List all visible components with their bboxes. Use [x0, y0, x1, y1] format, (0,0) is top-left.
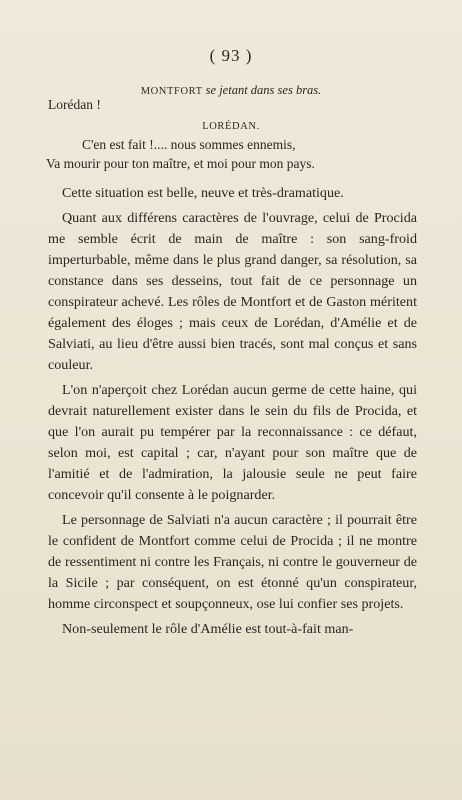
paragraph: Non-seulement le rôle d'Amélie est tout-à-fait man- [62, 621, 354, 637]
dialogue-line: Lorédan ! [48, 97, 101, 112]
body-text [48, 183, 417, 640]
stage-direction: se jetant dans ses bras. [205, 83, 322, 97]
paragraph: Cette situation est belle, neuve et très-dramatique. [62, 185, 344, 201]
paragraph: Quant aux différens caractères de l'ouvrage, celui de Procida me semble écrit de main de maître : son sang-froid imperturbable, même dans le plus grand danger, sa résolution, sa constance dans ses desseins, tout fait de ce personnage un conspirateur achevé. Les rôles de Montfort et de Gaston méritent également des éloges ; mais ceux de Lorédan, d'Amélie et de Salviati, au lieu d'être aussi bien tracés, sont mal conçus et sans couleur. [48, 210, 417, 373]
paragraph: L'on n'aperçoit chez Lorédan aucun germe de cette haine, qui devrait naturellement exister dans le sein du fils de Procida, et que l'on aurait pu tempérer par la reconnaissance : ce défaut, selon moi, est capital ; car, n'ayant pour son maître que de l'amitié et de l'admiration, la jalousie seule ne peut faire concevoir qu'il consente à le poignarder. [48, 382, 417, 503]
verse-line-1: C'en est fait !.... nous sommes ennemis, [82, 137, 296, 152]
speaker-name: MONTFORT [140, 86, 203, 97]
paragraph: Le personnage de Salviati n'a aucun caractère ; il pourrait être le confident de Montfort comme celui de Procida ; il ne montre de ressentiment ni contre les Français, ni contre le gouverneur de la Sicile ; par conséquent, on est étonné qu'un conspirateur, homme circonspect et soupçonneux, ose lui confier ses projets. [48, 512, 417, 612]
verse-line-2: Va mourir pour ton maître, et moi pour mon pays. [46, 156, 315, 171]
speaker-heading-loredan: LORÉDAN. [202, 121, 260, 132]
page-number: ( 93 ) [209, 46, 253, 65]
speaker-heading-montfort [0, 83, 462, 98]
